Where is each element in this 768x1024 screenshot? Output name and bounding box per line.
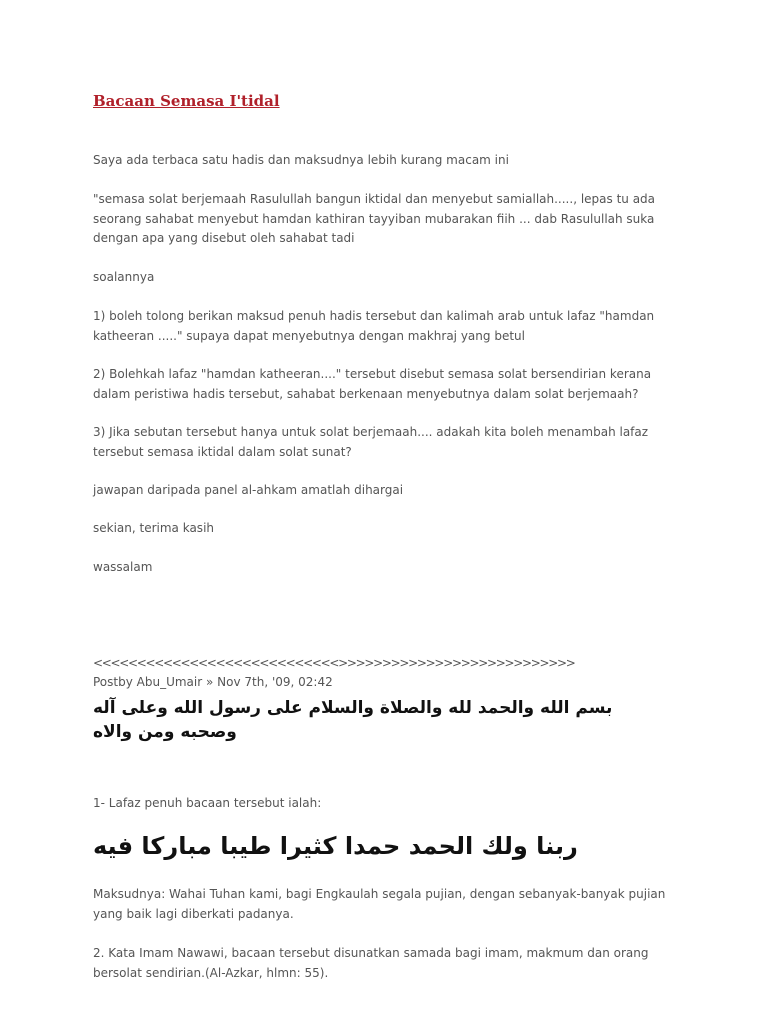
question-item-3: 3) Jika sebutan tersebut hanya untuk solat berjemaah.... adakah kita boleh menambah lafaz tersebut semasa iktidal dalam solat sunat? xyxy=(93,425,649,459)
post-author-line: Postby Abu_Umair » Nov 7th, '09, 02:42 xyxy=(93,675,333,689)
question-thanks: sekian, terima kasih xyxy=(93,521,215,535)
answer-point-1: 1- Lafaz penuh bacaan tersebut ialah: xyxy=(93,796,322,810)
answer-point-2: 2. Kata Imam Nawawi, bacaan tersebut disunatkan samada bagi imam, makmum dan orang bersolat sendirian.(Al-Azkar, hlmn: 55). xyxy=(93,946,649,980)
page-title[interactable]: Bacaan Semasa I'tidal xyxy=(93,92,280,110)
arabic-lafaz: ربنا ولك الحمد حمدا كثيرا طيبا مباركا فيه xyxy=(93,832,578,860)
question-request: jawapan daripada panel al-ahkam amatlah dihargai xyxy=(93,483,404,497)
question-label: soalannya xyxy=(93,270,155,284)
question-item-2: 2) Bolehkah lafaz "hamdan katheeran...." tersebut disebut semasa solat bersendirian kerana dalam peristiwa hadis tersebut, sahabat berkenaan menyebutnya dalam solat berjemaah? xyxy=(93,367,652,401)
arabic-opening: بسم الله والحمد لله والصلاة والسلام على رسول الله وعلى آله وصحبه ومن والاه xyxy=(93,698,613,742)
section-divider: <<<<<<<<<<<<<<<<<<<<<<<<<<<<>>>>>>>>>>>>>>>>>>>>>>>>>>> xyxy=(93,656,575,670)
question-item-1: 1) boleh tolong berikan maksud penuh hadis tersebut dan kalimah arab untuk lafaz "hamdan katheeran ....." supaya dapat menyebutnya dengan makhraj yang betul xyxy=(93,309,655,343)
question-intro: Saya ada terbaca satu hadis dan maksudnya lebih kurang macam ini xyxy=(93,153,509,167)
question-closing: wassalam xyxy=(93,560,153,574)
answer-meaning: Maksudnya: Wahai Tuhan kami, bagi Engkaulah segala pujian, dengan sebanyak-banyak pujian yang baik lagi diberkati padanya. xyxy=(93,887,666,921)
question-quote: "semasa solat berjemaah Rasulullah bangun iktidal dan menyebut samiallah....., lepas tu ada seorang sahabat menyebut hamdan kathiran tayyiban mubarakan fiih ... dab Rasulullah suka dengan apa yang disebut oleh sahabat tadi xyxy=(93,192,656,245)
